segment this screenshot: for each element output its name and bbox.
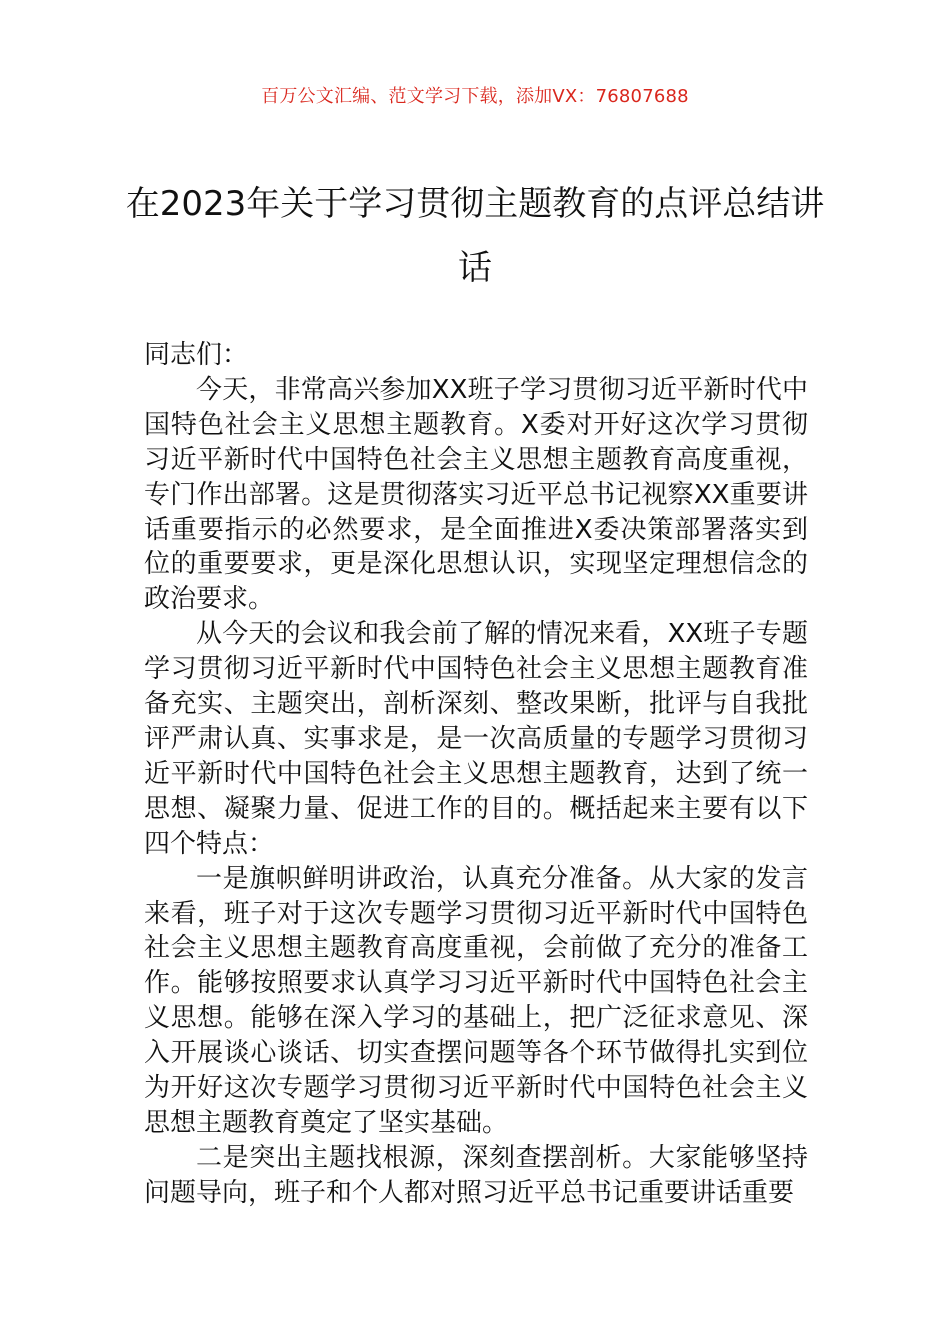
paragraph-1: 今天，非常高兴参加XX班子学习贯彻习近平新时代中国特色社会主义思想主题教育。X委对开好这次学习贯彻习近平新时代中国特色社会主义思想主题教育高度重视，专门作出部署。这是贯彻落实习近平总书记视察XX重要讲话重要指示的必然要求，是全面推进X委决策部署落实到位的重要要求，更是深化思想认识，实现坚定理想信念的政治要求。 — [144, 374, 808, 615]
document-body — [144, 338, 808, 1211]
paragraph-2: 从今天的会议和我会前了解的情况来看，XX班子专题学习贯彻习近平新时代中国特色社会主义思想主题教育准备充实、主题突出，剖析深刻、整改果断，批评与自我批评严肃认真、实事求是，是一次高质量的专题学习贯彻习近平新时代中国特色社会主义思想主题教育，达到了统一思想、凝聚力量、促进工作的目的。概括起来主要有以下四个特点： — [144, 619, 808, 859]
header-watermark-note: 百万公文汇编、范文学习下载，添加VX：76807688 — [261, 86, 689, 107]
document-title: 在2023年关于学习贯彻主题教育的点评总结讲话 — [125, 184, 825, 288]
paragraph-3: 一是旗帜鲜明讲政治，认真充分准备。从大家的发言来看，班子对于这次专题学习贯彻习近平新时代中国特色社会主义思想主题教育高度重视，会前做了充分的准备工作。能够按照要求认真学习习近平新时代中国特色社会主义思想。能够在深入学习的基础上，把广泛征求意见、深入开展谈心谈话、切实查摆问题等各个环节做得扎实到位为开好这次专题学习贯彻习近平新时代中国特色社会主义思想主题教育奠定了坚实基础。 — [144, 863, 808, 1138]
paragraph-4: 二是突出主题找根源，深刻查摆剖析。大家能够坚持问题导向，班子和个人都对照习近平总书记重要讲话重要 — [144, 1142, 808, 1208]
salutation: 同志们： — [144, 340, 249, 370]
